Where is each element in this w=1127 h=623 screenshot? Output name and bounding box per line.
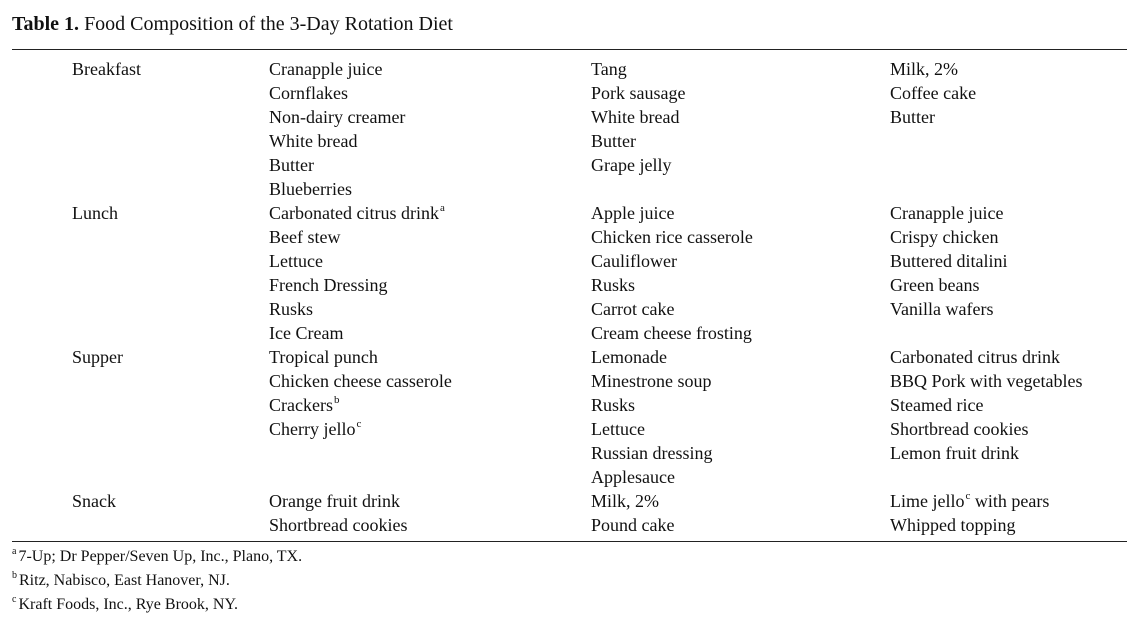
food-item-text: Milk, 2% (890, 59, 959, 79)
food-item (890, 201, 1003, 225)
food-item-text: Blueberries (269, 179, 352, 199)
food-item (269, 489, 400, 513)
food-item (269, 177, 352, 201)
food-item (269, 57, 382, 81)
food-item-text: Cauliflower (591, 251, 677, 271)
food-item-text: Carbonated citrus drink (890, 347, 1060, 367)
food-item-text: Grape jelly (591, 155, 672, 175)
food-item (591, 225, 753, 249)
food-item (591, 105, 679, 129)
food-item (269, 249, 323, 273)
food-item-text: Shortbread cookies (269, 515, 408, 535)
food-item-text: Buttered ditalini (890, 251, 1008, 271)
food-item-text: Chicken cheese casserole (269, 371, 452, 391)
food-item-text: Butter (269, 155, 314, 175)
food-item (269, 417, 361, 441)
food-item-text: Shortbread cookies (890, 419, 1029, 439)
food-item (269, 153, 314, 177)
food-item (591, 465, 675, 489)
food-item-text: Tang (591, 59, 627, 79)
food-item-text: Crackers (269, 395, 333, 415)
meal-label-supper: Supper (72, 347, 123, 367)
food-item-text: Cherry jello (269, 419, 356, 439)
footnote-text: 7-Up; Dr Pepper/Seven Up, Inc., Plano, TX. (18, 548, 303, 565)
footnote-mark: b (12, 569, 17, 581)
footnote-mark: c (12, 593, 17, 605)
food-item (890, 393, 983, 417)
food-item-text: Butter (591, 131, 636, 151)
footnote-marker: c (356, 418, 362, 430)
food-item (591, 57, 627, 81)
food-item (591, 249, 677, 273)
food-item (591, 273, 635, 297)
food-item (591, 201, 674, 225)
footnote-marker: c (965, 490, 971, 502)
food-item-text: Rusks (269, 299, 314, 319)
table-top-rule (12, 49, 1127, 50)
food-item (591, 369, 712, 393)
food-item (890, 441, 1019, 465)
food-item (591, 129, 636, 153)
food-item-text: Lemon fruit drink (890, 443, 1019, 463)
food-item-text: White bread (591, 107, 680, 127)
food-item (890, 489, 1049, 513)
food-item-text: Pound cake (591, 515, 675, 535)
food-item (269, 273, 387, 297)
food-item (591, 393, 635, 417)
food-item-text: French Dressing (269, 275, 388, 295)
table-caption: Food Composition of the 3-Day Rotation Diet (84, 13, 453, 35)
food-item-text: Lime jello (890, 491, 965, 511)
food-item-text: Cornflakes (269, 83, 348, 103)
food-item-text: Chicken rice casserole (591, 227, 753, 247)
table-title (12, 11, 453, 37)
food-item-text: Orange fruit drink (269, 491, 400, 511)
food-item (890, 225, 998, 249)
food-item-text: Rusks (591, 395, 636, 415)
food-item-text: Ice Cream (269, 323, 344, 343)
food-item (591, 81, 685, 105)
food-item (890, 345, 1060, 369)
food-item (269, 369, 452, 393)
food-item (591, 489, 659, 513)
food-item-text: Steamed rice (890, 395, 984, 415)
table-bottom-rule (12, 541, 1127, 542)
food-item-text: Applesauce (591, 467, 675, 487)
footnote-line (12, 570, 230, 592)
food-item (890, 81, 976, 105)
footnote-mark: a (12, 545, 17, 557)
footnote-marker: a (439, 202, 445, 214)
food-item (890, 273, 979, 297)
food-item-text: Crispy chicken (890, 227, 999, 247)
food-item (269, 297, 313, 321)
food-item-text: Green beans (890, 275, 980, 295)
food-item-text: Lettuce (269, 251, 323, 271)
food-item (269, 105, 405, 129)
food-item (269, 81, 348, 105)
food-item-text: Russian dressing (591, 443, 713, 463)
food-item (890, 57, 958, 81)
footnote-line (12, 594, 238, 616)
food-item (591, 441, 713, 465)
food-item-text: Lemonade (591, 347, 667, 367)
food-item (591, 297, 674, 321)
food-item (269, 321, 343, 345)
food-item (890, 513, 1015, 537)
food-item-text: Rusks (591, 275, 636, 295)
meal-label-lunch: Lunch (72, 203, 118, 223)
table-label: Table 1. (12, 13, 80, 35)
food-item (269, 393, 339, 417)
food-item (591, 153, 671, 177)
food-item-text: Carrot cake (591, 299, 675, 319)
food-item (591, 417, 645, 441)
food-item (591, 321, 752, 345)
meal-label-breakfast: Breakfast (72, 59, 141, 79)
food-item (269, 129, 357, 153)
food-item-text: White bread (269, 131, 358, 151)
food-item-text: Beef stew (269, 227, 341, 247)
footnote-text: Kraft Foods, Inc., Rye Brook, NY. (18, 596, 238, 613)
footnote-marker: b (333, 394, 340, 406)
food-item-suffix: with pears (970, 491, 1050, 511)
food-item-text: Apple juice (591, 203, 675, 223)
food-item (890, 105, 935, 129)
food-item-text: BBQ Pork with vegetables (890, 371, 1083, 391)
food-item (591, 345, 667, 369)
food-item (269, 225, 340, 249)
food-item (890, 417, 1028, 441)
footnote-line (12, 546, 302, 568)
food-item-text: Milk, 2% (591, 491, 660, 511)
food-item-text: Cream cheese frosting (591, 323, 752, 343)
food-item (890, 297, 993, 321)
food-item-text: Tropical punch (269, 347, 378, 367)
food-item-text: Whipped topping (890, 515, 1016, 535)
food-item (890, 249, 1007, 273)
food-item-text: Cranapple juice (269, 59, 383, 79)
food-item-text: Non-dairy creamer (269, 107, 406, 127)
food-item (591, 513, 674, 537)
food-item-text: Carbonated citrus drink (269, 203, 439, 223)
food-item-text: Cranapple juice (890, 203, 1004, 223)
footnote-text: Ritz, Nabisco, East Hanover, NJ. (19, 572, 230, 589)
food-item (890, 369, 1082, 393)
food-item-text: Vanilla wafers (890, 299, 994, 319)
food-item (269, 345, 378, 369)
meal-label-snack: Snack (72, 491, 116, 511)
food-item-text: Pork sausage (591, 83, 686, 103)
food-item-text: Butter (890, 107, 935, 127)
food-item-text: Minestrone soup (591, 371, 712, 391)
food-item-text: Coffee cake (890, 83, 977, 103)
food-item (269, 201, 445, 225)
food-item (269, 513, 407, 537)
food-item-text: Lettuce (591, 419, 645, 439)
